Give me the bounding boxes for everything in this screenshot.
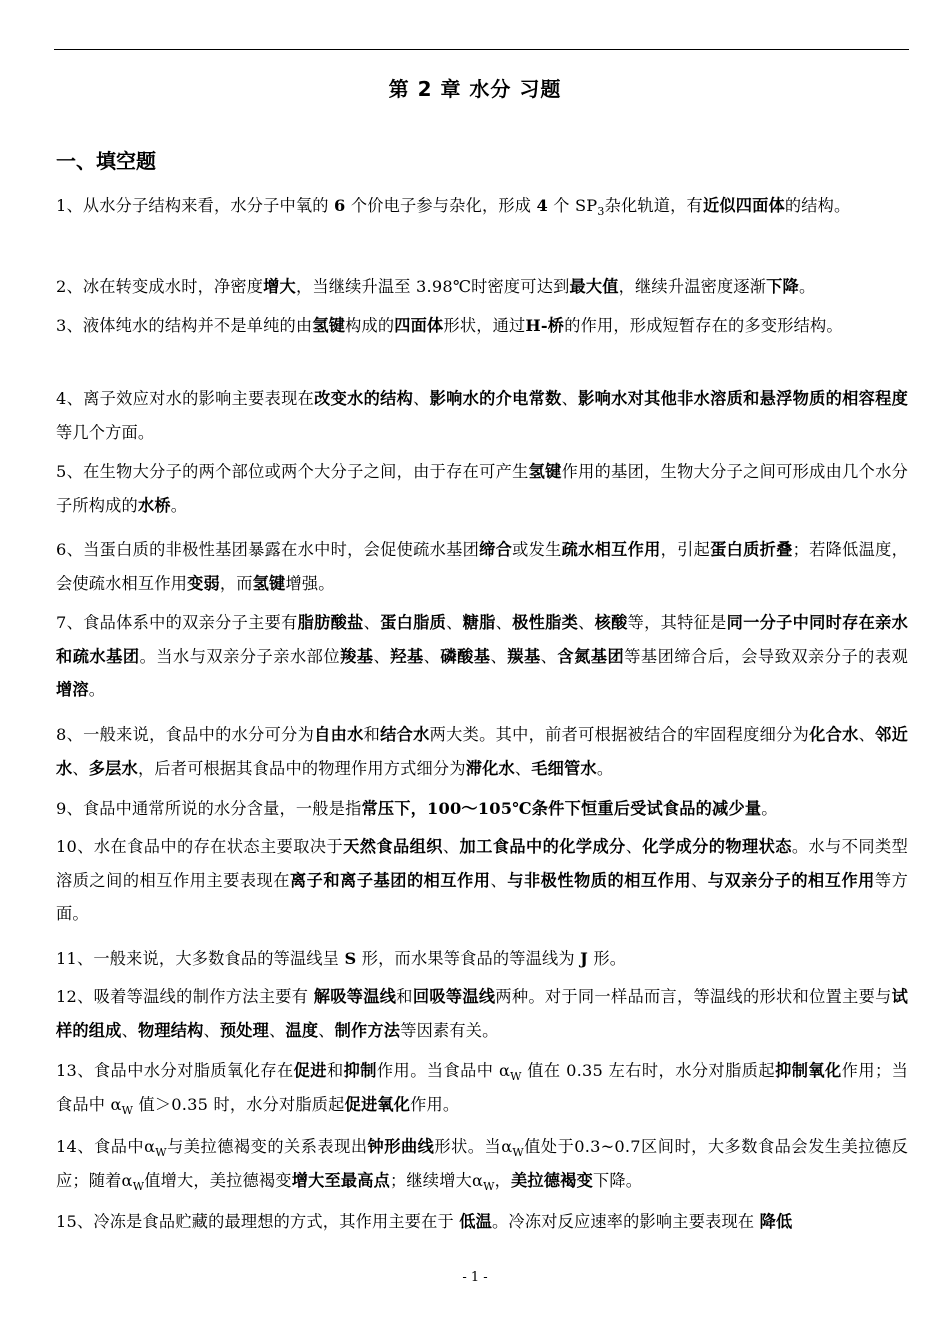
question-text: ，	[494, 1170, 512, 1190]
answer-text: 常压下，100～105℃条件下恒重后受试食品的减少量	[361, 799, 762, 818]
answer-text: 变弱	[187, 573, 220, 593]
answer-text: 四面体	[394, 316, 444, 335]
question-text: 、	[561, 389, 579, 408]
question-text: 、	[490, 870, 508, 890]
question-text: 、	[413, 389, 430, 408]
answer-text: 物理结构	[137, 1020, 204, 1040]
answer-text: 最大值	[569, 277, 619, 296]
question-4	[56, 382, 908, 449]
question-text: 、	[625, 837, 643, 856]
question-text: 、	[318, 1020, 335, 1040]
question-text: 、	[363, 613, 381, 632]
answer-text: 滞化水	[465, 758, 515, 778]
question-text: 值处于0.3~0.7区间时，大多数食品会发生美拉德反应；随着α	[56, 1137, 908, 1190]
question-8	[56, 718, 908, 785]
question-text: 杂化轨道，有	[604, 196, 703, 215]
question-text: 、	[578, 613, 595, 632]
question-text: 7、食品体系中的双亲分子主要有	[56, 613, 298, 632]
answer-text: 促进氧化	[344, 1094, 411, 1114]
question-text: 15、冷冻是食品贮藏的最理想的方式，其作用主要在于	[56, 1212, 460, 1231]
question-7	[56, 606, 908, 707]
subscript-text: W	[483, 1179, 495, 1193]
question-text: 增强。	[285, 573, 335, 593]
question-9	[56, 792, 908, 826]
question-text: 、	[72, 758, 89, 778]
question-text: 14、食品中α	[56, 1137, 156, 1156]
question-text: 作用的基团，生物大分子之间可形成由几个水分子所构成的	[56, 462, 908, 515]
answer-text: 水桥	[137, 495, 171, 515]
question-text: 6、当蛋白质的非极性基团暴露在水中时，会促使疏水基团	[56, 540, 480, 559]
answer-text: 核酸	[594, 613, 628, 632]
answer-text: 增大	[263, 277, 296, 296]
answer-text: 结合水	[380, 725, 430, 744]
subscript-text: W	[510, 1070, 522, 1083]
answer-text: J	[580, 949, 589, 968]
answer-text: 预处理	[219, 1020, 270, 1040]
question-text: 等，其特征是	[627, 613, 727, 632]
question-13	[56, 1054, 908, 1121]
question-14	[56, 1130, 908, 1197]
question-text: 9、食品中通常所说的水分含量，一般是指	[56, 799, 362, 818]
question-2	[56, 270, 908, 304]
question-text: 等几个方面。	[56, 422, 155, 442]
question-text: 或发生	[512, 540, 562, 559]
answer-text: 加工食品中的化学成分	[459, 837, 626, 856]
question-text: 个 SP	[547, 196, 598, 215]
answer-text: 改变水的结构	[314, 389, 414, 408]
question-text: 。	[596, 758, 614, 778]
question-11	[56, 942, 908, 976]
question-text: 、	[514, 758, 532, 778]
answer-text: 温度	[285, 1020, 319, 1040]
answer-text: 低温	[459, 1212, 493, 1231]
question-text: 形状，通过	[443, 316, 526, 335]
answer-text: 解吸等温线	[313, 987, 397, 1006]
question-text: 、	[203, 1020, 220, 1040]
question-text: 5、在生物大分子的两个部位或两个大分子之间，由于存在可产生	[56, 462, 529, 481]
answer-text: 回吸等温线	[412, 987, 496, 1006]
answer-text: 天然食品组织	[343, 837, 443, 856]
answer-text: 近似四面体	[702, 196, 785, 215]
question-text: ，当继续升温至 3.98℃时密度可达到	[295, 277, 570, 296]
answer-text: 抑制氧化	[775, 1061, 842, 1080]
question-text: 构成的	[345, 316, 395, 335]
question-text: 形，而水果等食品的等温线为	[356, 949, 581, 968]
question-text: ，后者可根据其食品中的物理作用方式细分为	[137, 758, 466, 778]
question-text: 、	[691, 870, 708, 890]
question-text: 。	[170, 495, 188, 515]
answer-text: 化学成分的物理状态	[642, 837, 792, 856]
subscript-text: W	[121, 1103, 134, 1117]
answer-text: 下降	[766, 277, 799, 296]
answer-text: 多层水	[88, 758, 138, 778]
section-heading: 一、填空题	[56, 149, 156, 173]
answer-text: 氢键	[312, 316, 346, 335]
question-text: 13、食品中水分对脂质氧化存在	[56, 1061, 294, 1080]
answer-text: 含氮基团	[557, 646, 625, 666]
question-text: 。	[88, 680, 106, 699]
answer-text: 羧基	[340, 646, 374, 666]
page-number: - 1 -	[462, 1270, 488, 1285]
answer-text: 增溶	[56, 680, 89, 699]
question-text: 、	[373, 646, 391, 666]
question-text: 两大类。其中，前者可根据被结合的牢固程度细分为	[429, 725, 810, 744]
question-text: 8、一般来说，食品中的水分可分为	[56, 725, 315, 744]
answer-text: 离子和离子基团的相互作用	[289, 870, 491, 890]
question-text: 的结构。	[784, 196, 851, 215]
question-text: 、	[423, 646, 441, 666]
answer-text: 蛋白脂质	[380, 613, 447, 632]
question-6	[56, 533, 908, 600]
question-text: 值增大，美拉德褐变	[144, 1170, 292, 1190]
question-1	[56, 189, 908, 223]
question-text: 个价电子参与杂化，形成	[345, 196, 537, 215]
question-text: 值在 0.35 左右时，水分对脂质起	[521, 1061, 776, 1080]
question-5	[56, 455, 908, 522]
answer-text: 钟形曲线	[367, 1137, 435, 1156]
question-text: 和	[363, 725, 381, 744]
question-text: 作用。	[410, 1094, 460, 1114]
question-text: 。	[798, 277, 816, 296]
question-text: ，引起	[660, 540, 711, 559]
question-text: 值＞0.35 时，水分对脂质起	[133, 1094, 345, 1114]
answer-text: 影响水对其他非水溶质和悬浮物质的相容程度	[578, 389, 908, 408]
question-text: 、	[121, 1020, 138, 1040]
question-text: ；若降低温度，会使疏水相互作用	[56, 540, 908, 593]
header-rule	[54, 49, 909, 50]
question-text: 10、水在食品中的存在状态主要取决于	[56, 837, 344, 856]
answer-text: 羟基	[390, 646, 424, 666]
answer-text: 氢键	[528, 462, 562, 481]
question-text: 。水与不同类型溶质之间的相互作用主要表现在	[56, 837, 908, 890]
question-text: 、	[540, 646, 558, 666]
answer-text: 与非极性物质的相互作用	[507, 870, 692, 890]
question-text: 的作用，形成短暂存在的多变形结构。	[564, 316, 843, 335]
question-12	[56, 980, 908, 1047]
question-text: 作用。当食品中 α	[376, 1061, 511, 1080]
question-text: 等方面。	[56, 870, 909, 923]
subscript-text: 3	[597, 205, 605, 218]
answer-text: 6	[334, 196, 346, 215]
question-text: 、	[442, 837, 460, 856]
answer-text: 羰基	[507, 646, 541, 666]
answer-text: 抑制	[343, 1061, 377, 1080]
answer-text: 糖脂	[462, 613, 496, 632]
question-text: ；继续增大α	[390, 1170, 484, 1190]
answer-text: 脂肪酸盐	[297, 613, 364, 632]
answer-text: S	[344, 949, 357, 968]
subscript-text: W	[155, 1146, 167, 1159]
question-text: 2、冰在转变成水时，净密度	[56, 277, 264, 296]
subscript-text: W	[132, 1179, 145, 1193]
question-10	[56, 830, 908, 931]
answer-text: 促进	[293, 1061, 327, 1080]
answer-text: 蛋白质折叠	[710, 540, 793, 559]
answer-text: 增大至最高点	[291, 1170, 391, 1190]
answer-text: 氢键	[252, 573, 286, 593]
answer-text: 缔合	[479, 540, 513, 559]
answer-text: 自由水	[314, 725, 364, 744]
answer-text: H-桥	[525, 316, 565, 335]
answer-text: 美拉德褐变	[511, 1170, 593, 1190]
question-text: 、	[490, 646, 508, 666]
answer-text: 毛细管水	[531, 758, 597, 778]
question-text: 。冷冻对反应速率的影响主要表现在	[492, 1212, 760, 1231]
question-text: 与美拉德褐变的关系表现出	[166, 1137, 368, 1156]
question-text: 等因素有关。	[400, 1020, 499, 1040]
answer-text: 试样的组成	[56, 987, 909, 1040]
question-text: 、	[446, 613, 463, 632]
answer-text: 降低	[759, 1212, 793, 1231]
question-text: 形。	[588, 949, 627, 968]
question-text: ，继续升温密度逐渐	[618, 277, 767, 296]
question-text: 作用；当食品中 α	[56, 1061, 908, 1114]
question-text: 形状。当α	[434, 1137, 513, 1156]
page-title: 第 2 章 水分 习题	[388, 77, 562, 101]
answer-text: 邻近水	[56, 725, 908, 778]
question-text: ，而	[219, 573, 253, 593]
answer-text: 同一分子中同时存在亲水和疏水基团	[56, 613, 908, 666]
question-text: 。当水与双亲分子亲水部位	[139, 646, 341, 666]
answer-text: 4	[536, 196, 548, 215]
question-text: 和	[396, 987, 413, 1006]
answer-text: 化合水	[809, 725, 859, 744]
question-15	[56, 1205, 908, 1239]
question-text: 和	[326, 1061, 344, 1080]
answer-text: 与双亲分子的相互作用	[707, 870, 875, 890]
answer-text: 极性脂类	[512, 613, 579, 632]
question-text: 下降。	[592, 1170, 643, 1190]
question-text: 两种。对于同一样品而言，等温线的形状和位置主要与	[495, 987, 892, 1006]
question-text: 等基团缔合后，会导致双亲分子的表观	[624, 646, 908, 666]
question-text: 3、液体纯水的结构并不是单纯的由	[56, 316, 313, 335]
question-text: 、	[495, 613, 513, 632]
question-text: 。	[761, 799, 778, 818]
question-text: 1、从水分子结构来看，水分子中氧的	[56, 196, 335, 215]
question-text: 、	[858, 725, 876, 744]
subscript-text: W	[512, 1146, 524, 1159]
answer-text: 制作方法	[334, 1020, 401, 1040]
answer-text: 疏水相互作用	[561, 540, 661, 559]
question-3	[56, 309, 908, 343]
question-text: 11、一般来说，大多数食品的等温线呈	[56, 949, 345, 968]
question-text: 4、离子效应对水的影响主要表现在	[56, 389, 315, 408]
question-text: 、	[269, 1020, 286, 1040]
question-text: 12、吸着等温线的制作方法主要有	[56, 987, 314, 1006]
answer-text: 影响水的介电常数	[429, 389, 562, 408]
answer-text: 磷酸基	[440, 646, 491, 666]
